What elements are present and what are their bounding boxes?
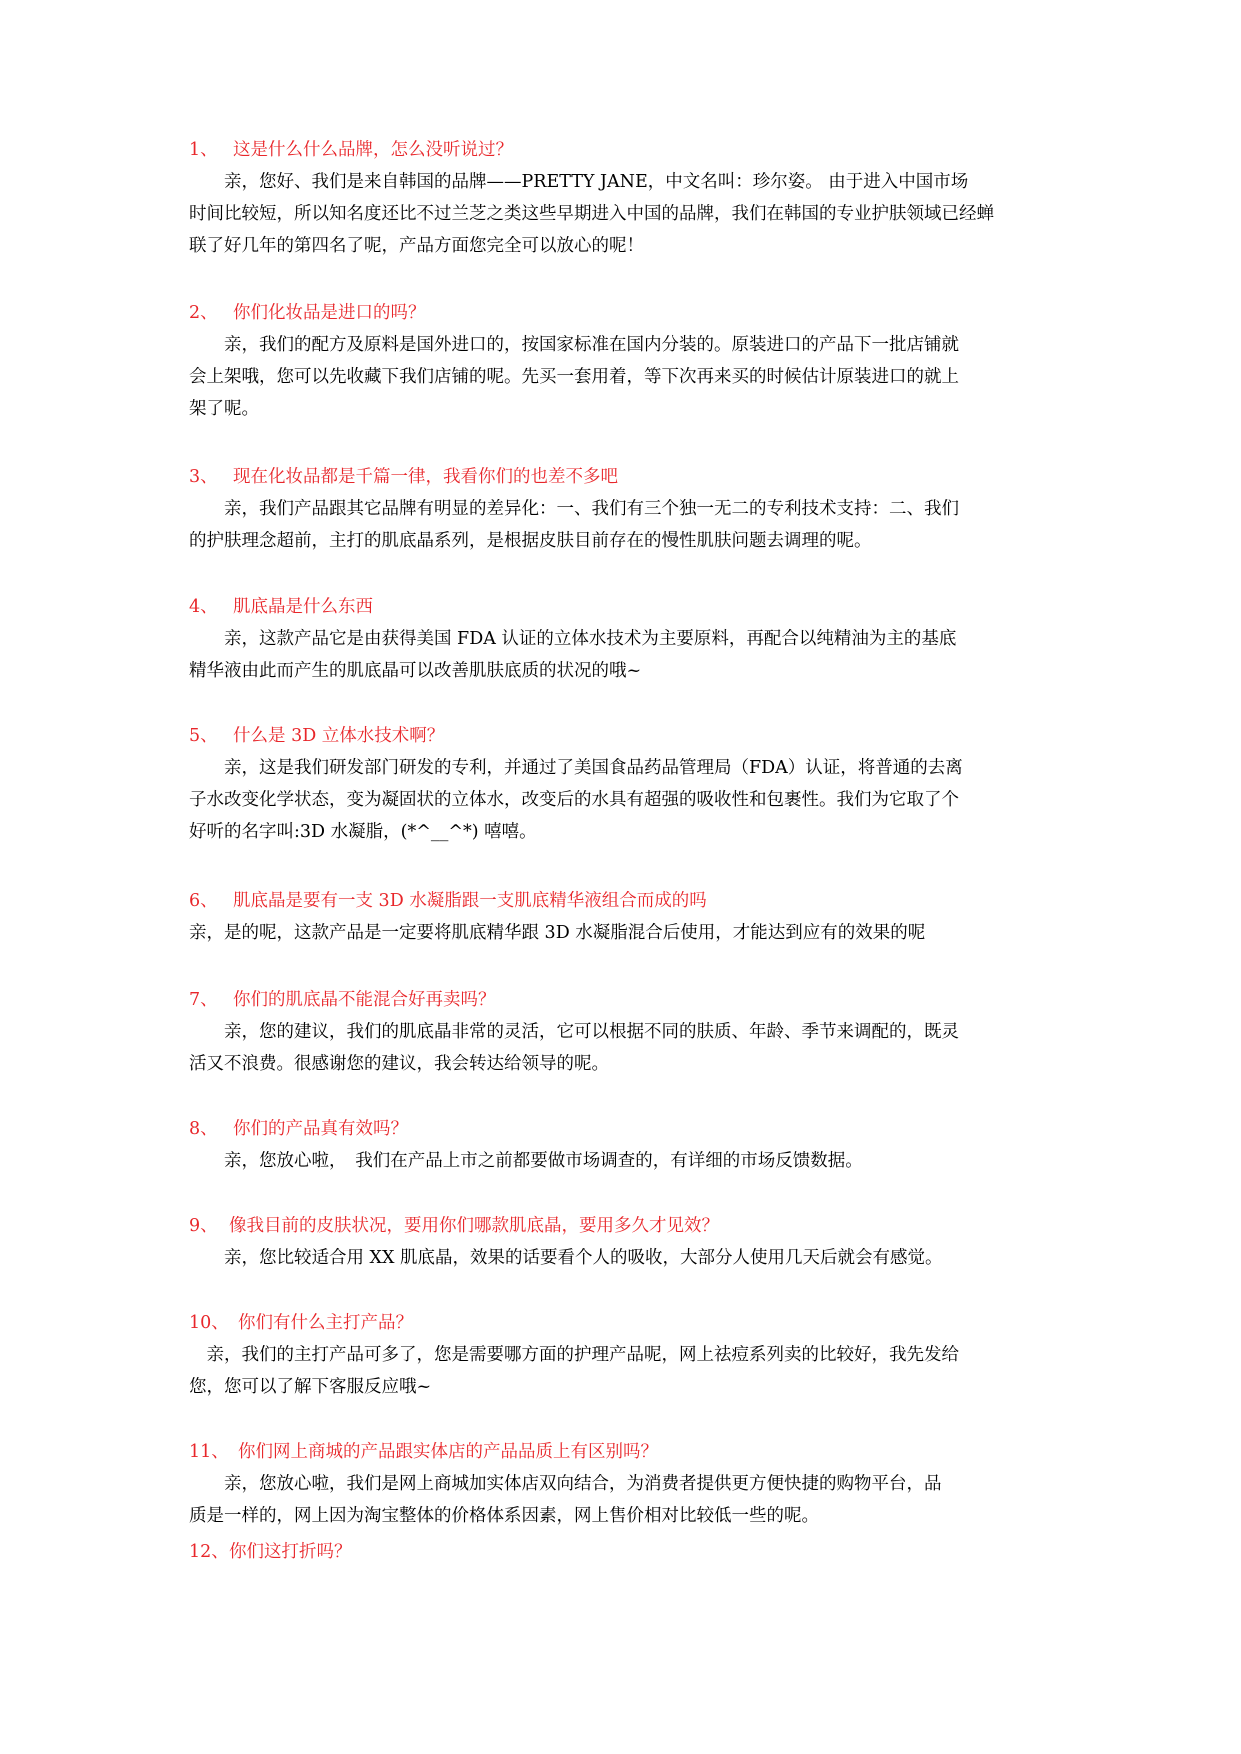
answer-line: 亲，您好、我们是来自韩国的品牌——PRETTY JANE，中文名叫：珍尔姿。 由于进入中国市场 [189,172,969,192]
question-number: 11、 [189,1442,229,1462]
faq-question-4 [189,591,1059,623]
faq-answer-1 [189,166,1059,262]
question-number: 5、 [189,726,218,746]
answer-line: 亲，您的建议，我们的肌底晶非常的灵活，它可以根据不同的肤质、年龄、季节来调配的，既灵 [189,1022,959,1042]
faq-question-10 [189,1307,1059,1339]
answer-line: 质是一样的，网上因为淘宝整体的价格体系因素，网上售价相对比较低一些的呢。 [189,1506,819,1526]
faq-answer-6 [189,917,1059,949]
answer-line: 亲，我们的配方及原料是国外进口的，按国家标准在国内分装的。原装进口的产品下一批店铺就 [189,335,959,355]
answer-line: 架了呢。 [189,399,259,419]
question-number: 2、 [189,303,218,323]
answer-line: 活又不浪费。很感谢您的建议，我会转达给领导的呢。 [189,1054,609,1074]
answer-line: 会上架哦，您可以先收藏下我们店铺的呢。先买一套用着，等下次再来买的时候估计原装进口的就上 [189,367,959,387]
question-text: 这是什么什么品牌，怎么没听说过？ [233,140,513,160]
faq-answer-3 [189,493,1059,557]
question-text: 你们化妆品是进口的吗？ [233,303,426,323]
answer-line: 亲，您比较适合用 XX 肌底晶，效果的话要看个人的吸收，大部分人使用几天后就会有感觉。 [189,1248,943,1268]
faq-answer-11 [189,1468,1059,1532]
faq-question-9 [189,1210,1059,1242]
faq-answer-5 [189,752,1059,848]
question-text: 像我目前的皮肤状况，要用你们哪款肌底晶，要用多久才见效？ [229,1216,719,1236]
question-text: 你们的产品真有效吗？ [233,1119,408,1139]
answer-line: 亲，这是我们研发部门研发的专利，并通过了美国食品药品管理局（FDA）认证，将普通的去离 [189,758,963,778]
question-text: 肌底晶是要有一支 3D 水凝脂跟一支肌底精华液组合而成的吗 [233,891,707,911]
question-number: 3、 [189,467,218,487]
faq-question-11 [189,1436,1059,1468]
answer-line: 您，您可以了解下客服反应哦~ [189,1377,432,1397]
question-number: 7、 [189,990,218,1010]
answer-line: 时间比较短，所以知名度还比不过兰芝之类这些早期进入中国的品牌，我们在韩国的专业护肤领域已经蝉 [189,204,994,224]
question-number: 6、 [189,891,218,911]
faq-answer-4 [189,623,1059,687]
faq-question-6 [189,885,1059,917]
faq-question-12 [189,1536,1059,1568]
question-number: 9、 [189,1216,218,1236]
question-number: 12、 [189,1542,229,1562]
answer-line: 好听的名字叫:3D 水凝脂，(*^__^*) 嘻嘻。 [189,822,537,842]
faq-answer-10 [189,1339,1059,1403]
question-text: 你们的肌底晶不能混合好再卖吗？ [233,990,496,1010]
answer-line: 亲，我们的主打产品可多了，您是需要哪方面的护理产品呢，网上祛痘系列卖的比较好，我先发给 [189,1345,959,1365]
answer-line: 亲，是的呢，这款产品是一定要将肌底精华跟 3D 水凝脂混合后使用，才能达到应有的效果的呢 [189,923,926,943]
answer-line: 的护肤理念超前，主打的肌底晶系列，是根据皮肤目前存在的慢性肌肤问题去调理的呢。 [189,531,872,551]
question-text: 你们有什么主打产品？ [238,1313,413,1333]
question-text: 什么是 3D 立体水技术啊？ [233,726,445,746]
answer-line: 亲，您放心啦，我们是网上商城加实体店双向结合，为消费者提供更方便快捷的购物平台，品 [189,1474,942,1494]
faq-question-1 [189,134,1059,166]
faq-answer-8 [189,1145,1059,1177]
faq-answer-2 [189,329,1059,425]
faq-question-7 [189,984,1059,1016]
question-text: 你们网上商城的产品跟实体店的产品品质上有区别吗？ [238,1442,658,1462]
question-text: 你们这打折吗？ [229,1542,352,1562]
question-number: 8、 [189,1119,218,1139]
faq-question-2 [189,297,1059,329]
faq-answer-7 [189,1016,1059,1080]
question-number: 1、 [189,140,218,160]
faq-answer-9 [189,1242,1059,1274]
faq-question-8 [189,1113,1059,1145]
question-number: 10、 [189,1313,229,1333]
faq-question-3 [189,461,1059,493]
answer-line: 亲，我们产品跟其它品牌有明显的差异化：一、我们有三个独一无二的专利技术支持：二、我们 [189,499,959,519]
question-text: 肌底晶是什么东西 [233,597,373,617]
question-number: 4、 [189,597,218,617]
answer-line: 子水改变化学状态，变为凝固状的立体水，改变后的水具有超强的吸收性和包裹性。我们为它取了个 [189,790,959,810]
answer-line: 精华液由此而产生的肌底晶可以改善肌肤底质的状况的哦~ [189,661,642,681]
answer-line: 联了好几年的第四名了呢，产品方面您完全可以放心的呢！ [189,236,644,256]
answer-line: 亲，您放心啦， 我们在产品上市之前都要做市场调查的，有详细的市场反馈数据。 [189,1151,863,1171]
faq-question-5 [189,720,1059,752]
answer-line: 亲，这款产品它是由获得美国 FDA 认证的立体水技术为主要原料，再配合以纯精油为主的基底 [189,629,957,649]
question-text: 现在化妆品都是千篇一律，我看你们的也差不多吧 [233,467,618,487]
